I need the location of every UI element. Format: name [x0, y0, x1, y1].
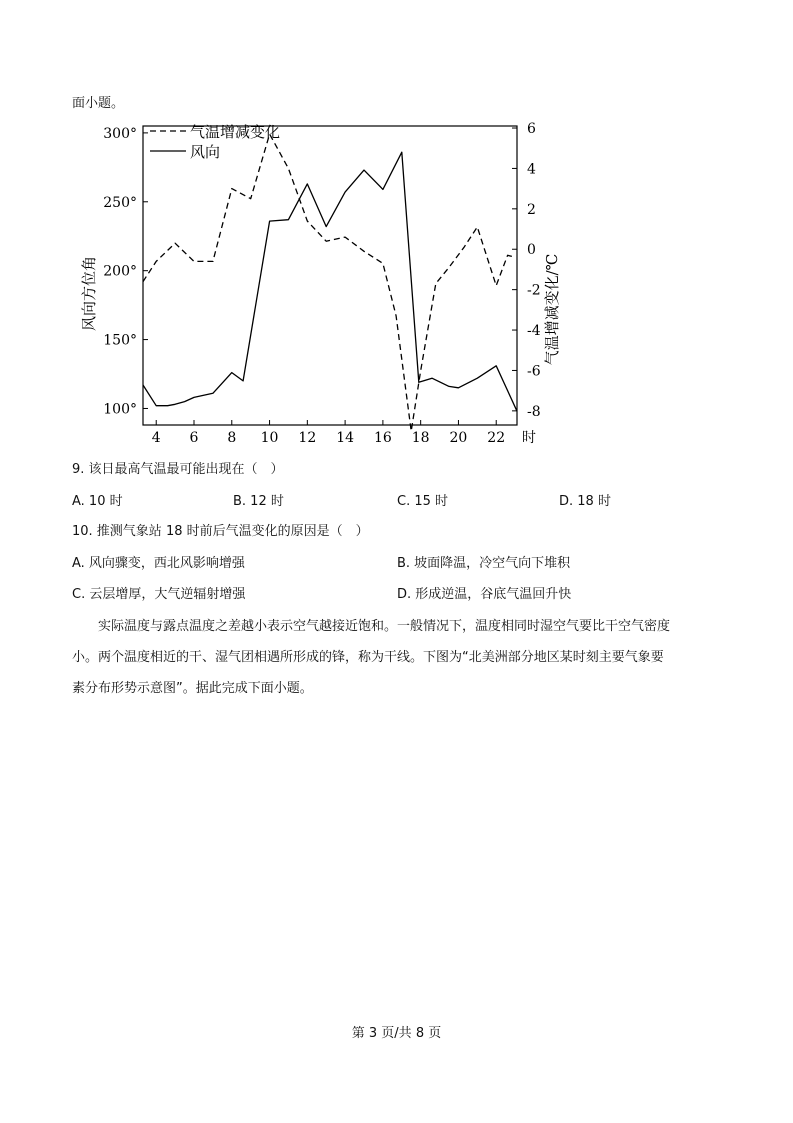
x-axis-tick-label: 6 [189, 430, 199, 446]
question-10-option-b: B. 坡面降温，冷空气向下堆积 [397, 556, 571, 571]
intro-tail-text: 面小题。 [72, 96, 125, 111]
right-axis-tick-label: -8 [527, 403, 541, 420]
right-axis-tick-label: -2 [527, 282, 541, 299]
x-axis-tick-label: 20 [449, 430, 468, 446]
question-9-option-b: B. 12 时 [233, 494, 284, 509]
plot-frame [143, 126, 517, 425]
passage-line-1 [72, 619, 722, 635]
legend-wind-label: 风向 [190, 143, 221, 161]
question-10-option-a: A. 风向骤变，西北风影响增强 [72, 556, 245, 571]
question-10-stem: 10. 推测气象站 18 时前后气温变化的原因是（ ） [72, 524, 369, 539]
right-axis-tick-label: -4 [527, 323, 541, 340]
passage-line-2: 小。两个温度相近的干、湿气团相遇所形成的锋，称为干线。下图为“北美洲部分地区某时刻主要气象要 [72, 650, 664, 665]
x-axis-tick-label: 16 [373, 430, 392, 446]
question-10-option-c: C. 云层增厚，大气逆辐射增强 [72, 587, 246, 602]
left-axis-tick-label: 100° [103, 401, 137, 418]
left-axis-tick-label: 250° [103, 194, 137, 211]
question-10-option-d: D. 形成逆温，谷底气温回升快 [397, 587, 572, 602]
x-axis-tick-label: 14 [336, 430, 355, 446]
passage-line-1-text: 实际温度与露点温度之差越小表示空气越接近饱和。一般情况下，温度相同时湿空气要比干空气密度 [98, 619, 671, 634]
wind-temperature-chart [0, 0, 793, 460]
question-9-option-c: C. 15 时 [397, 494, 449, 509]
question-9-stem: 9. 该日最高气温最可能出现在（ ） [72, 462, 284, 477]
right-axis-tick-label: 4 [527, 161, 536, 178]
page-footer: 第 3 页/共 8 页 [351, 1026, 442, 1041]
right-axis-tick-label: 0 [527, 242, 536, 259]
temperature-change-line [143, 134, 515, 431]
x-axis-tick-label: 10 [260, 430, 279, 446]
x-axis-tick-label: 18 [411, 430, 430, 446]
passage-line-3: 素分布形势示意图”。据此完成下面小题。 [72, 681, 313, 696]
x-axis-tick-label: 22 [487, 430, 506, 446]
question-9-option-a: A. 10 时 [72, 494, 123, 509]
left-axis-tick-label: 150° [103, 332, 137, 349]
x-axis-tick-label: 8 [227, 430, 237, 446]
left-axis-tick-label: 300° [103, 125, 137, 142]
right-axis-tick-label: 2 [527, 201, 536, 218]
right-axis-label: 气温增减变化/℃ [543, 253, 561, 366]
right-axis-tick-label: -6 [527, 363, 541, 380]
x-axis-tick-label: 4 [151, 430, 161, 446]
left-axis-tick-label: 200° [103, 263, 137, 280]
left-axis-label: 风向方位角 [80, 255, 98, 332]
right-axis-tick-label: 6 [527, 121, 536, 138]
x-axis-unit-label: 时 [522, 430, 536, 446]
legend-temperature-label: 气温增减变化 [190, 123, 281, 141]
question-9-option-d: D. 18 时 [559, 494, 611, 509]
x-axis-tick-label: 12 [298, 430, 317, 446]
wind-direction-line [143, 152, 517, 411]
